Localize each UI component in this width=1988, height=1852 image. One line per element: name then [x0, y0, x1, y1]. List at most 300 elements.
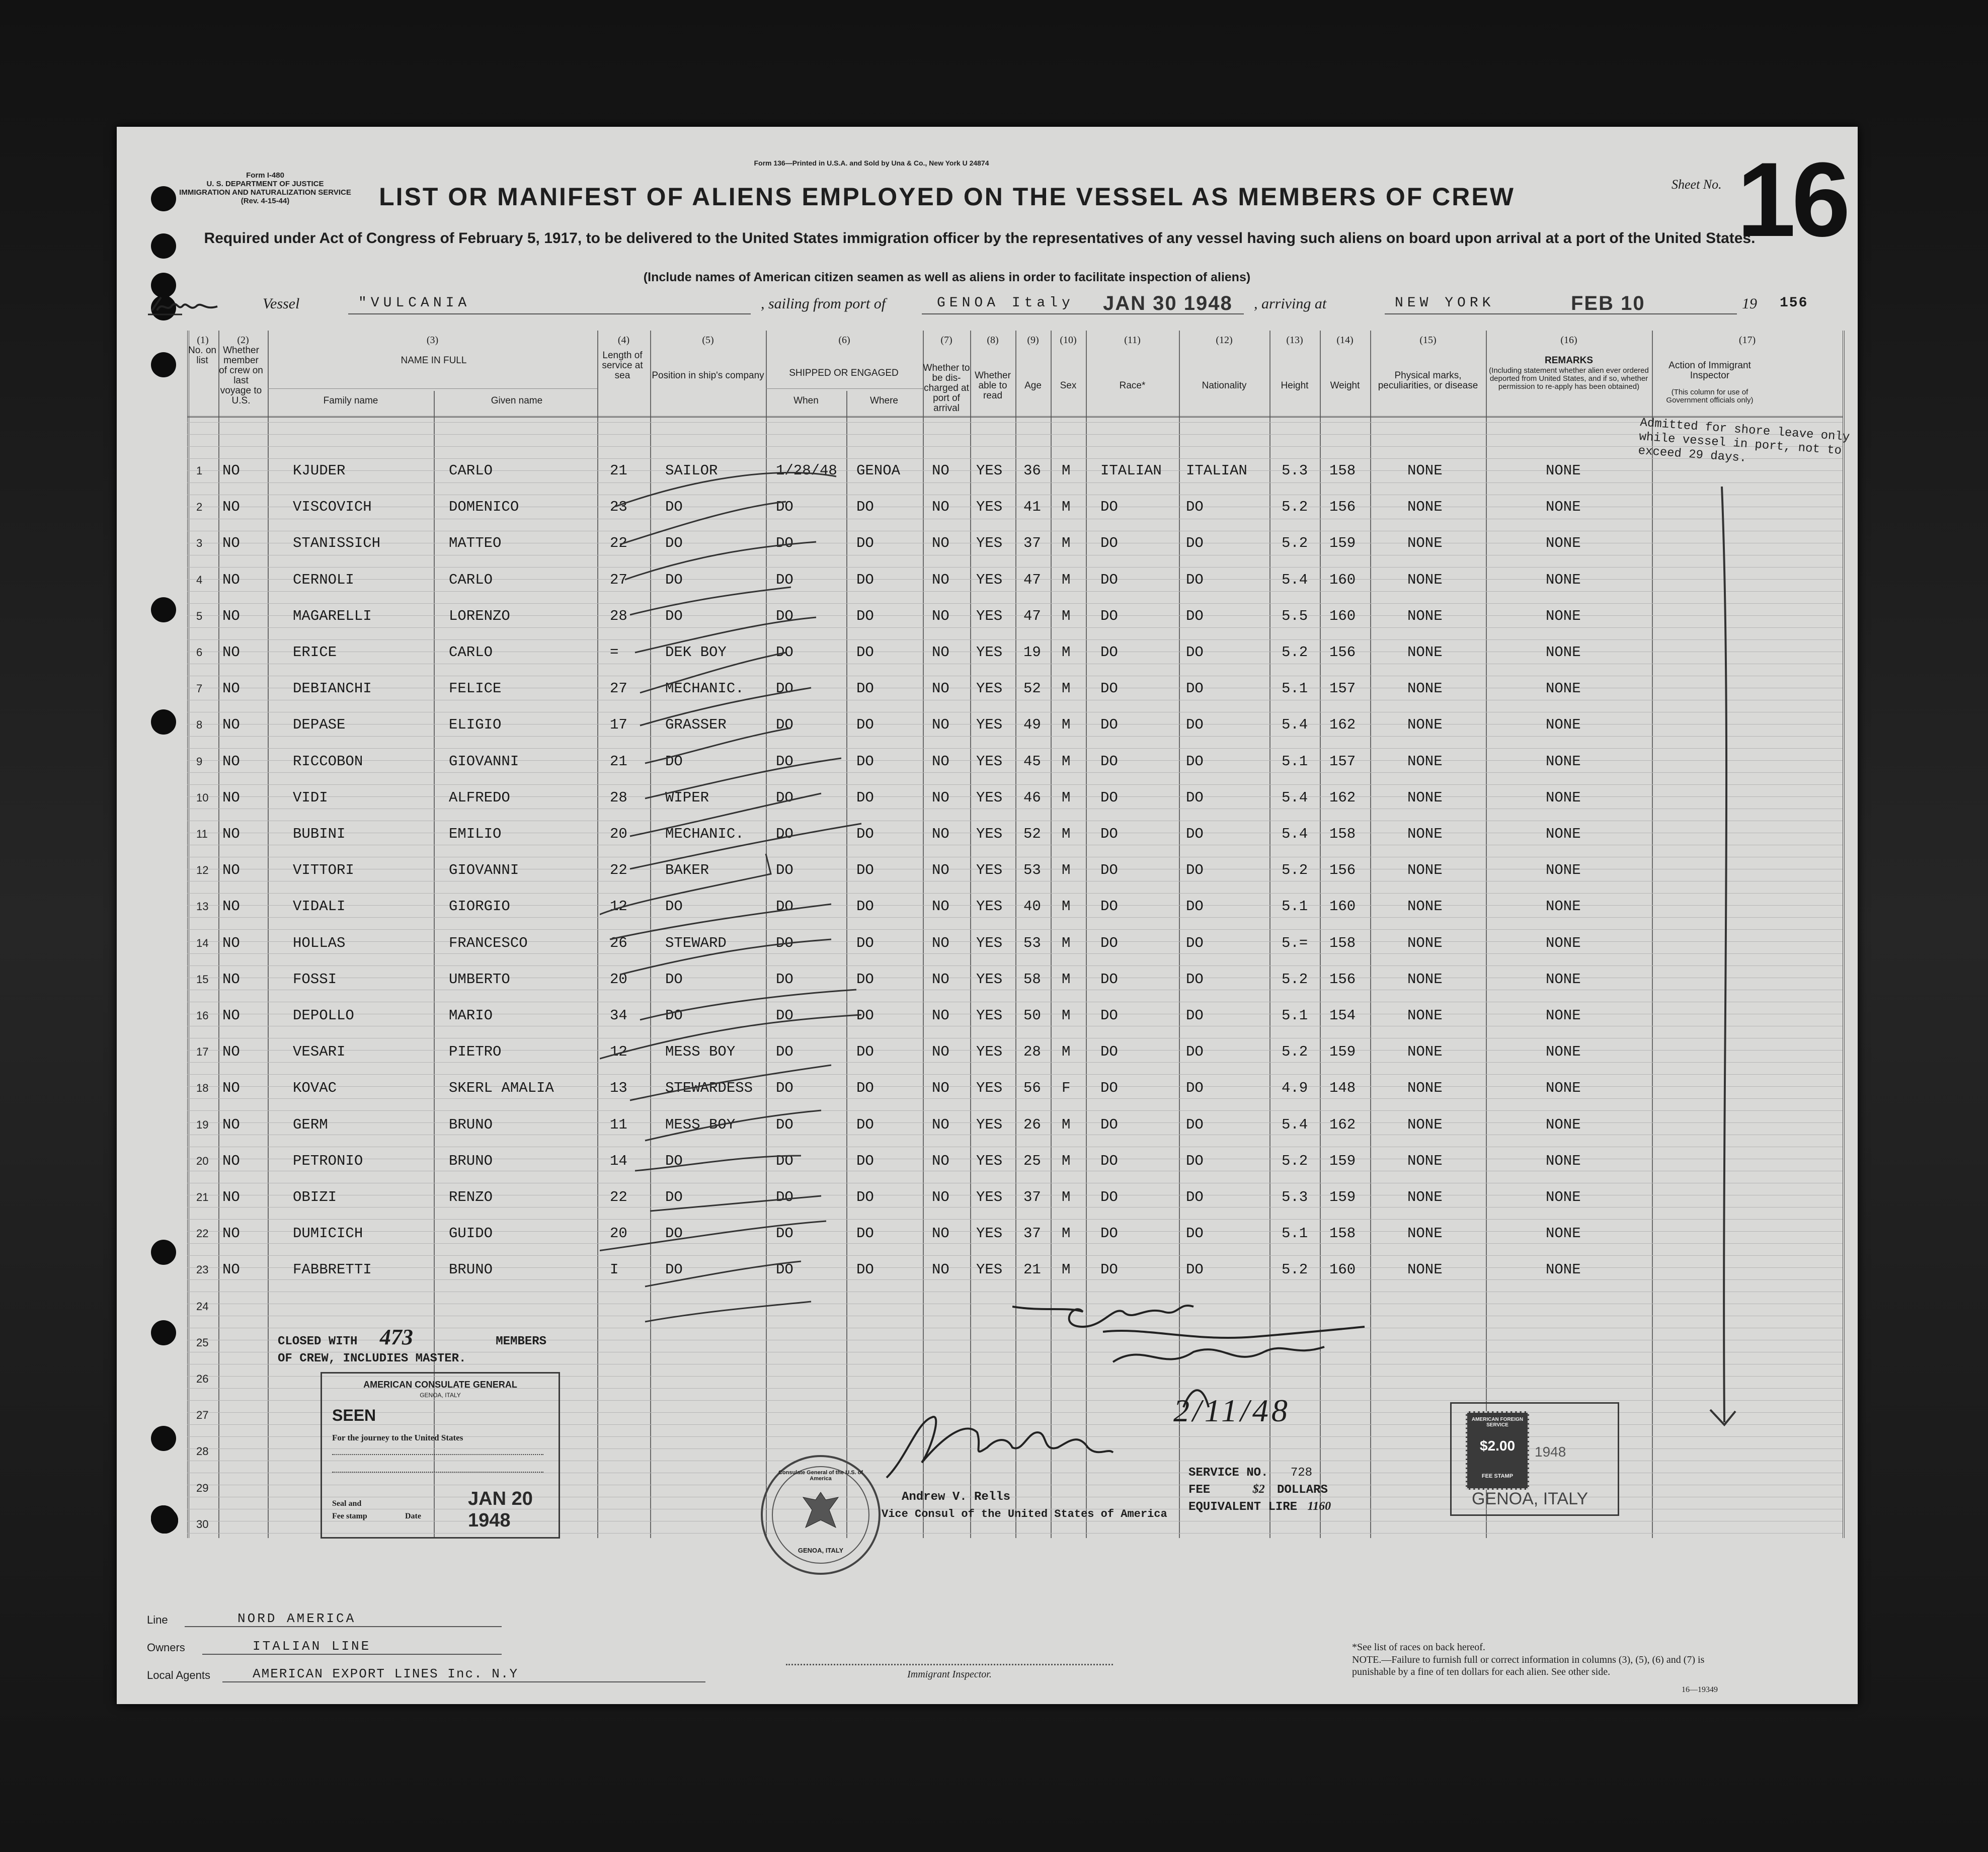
cell-family-name: DEBIANCHI	[293, 680, 372, 697]
cell-age: 46	[1023, 789, 1041, 806]
cell-position: DO	[665, 1261, 683, 1278]
stamp-seen: SEEN	[332, 1406, 376, 1424]
stamp-date-label: Date	[405, 1512, 421, 1520]
col-head-where: Where	[870, 395, 898, 406]
cell-race: DO	[1100, 680, 1118, 697]
cell-shipped-where: DO	[856, 1225, 874, 1242]
punch-hole	[151, 352, 176, 377]
cell-shipped-where: DO	[856, 1152, 874, 1169]
cell-remarks: NONE	[1546, 1080, 1581, 1097]
column-number: (8)	[987, 335, 999, 346]
cell-weight: 157	[1329, 680, 1356, 697]
col-head-race: Race*	[1119, 380, 1146, 391]
closing-line-2: OF CREW, INCLUDIES MASTER.	[278, 1352, 466, 1365]
cell-nationality: DO	[1186, 607, 1204, 624]
crew-count: 473	[379, 1325, 413, 1349]
cell-shipped-where: DO	[856, 1043, 874, 1061]
cell-physical-marks: NONE	[1407, 1116, 1443, 1133]
footer-agents	[147, 1669, 210, 1682]
arriving-date-stamp: FEB 10	[1571, 292, 1645, 314]
cell-shipped-where: GENOA	[856, 462, 901, 479]
cell-last-voyage: NO	[222, 499, 240, 516]
column-number: (6)	[838, 335, 850, 346]
cell-able-to-read: YES	[976, 1043, 1003, 1061]
cell-race: ITALIAN	[1100, 462, 1162, 479]
cell-age: 47	[1023, 571, 1041, 588]
cell-remarks: NONE	[1546, 1261, 1581, 1278]
fee-block	[1188, 1465, 1331, 1515]
cell-sex: M	[1062, 826, 1071, 842]
cell-physical-marks: NONE	[1407, 716, 1443, 734]
cell-position: DEK BOY	[665, 644, 727, 661]
agents-value: AMERICAN EXPORT LINES Inc. N.Y	[253, 1666, 519, 1681]
cell-age: 28	[1023, 1043, 1041, 1061]
cell-service-years: 34	[610, 1007, 627, 1024]
manifest-sheet	[117, 127, 1858, 1704]
cell-service-years: 22	[610, 862, 627, 879]
form-number: Form I-480	[246, 171, 284, 180]
cell-nationality: DO	[1186, 898, 1204, 915]
cell-given-name: DOMENICO	[449, 499, 519, 516]
cell-shipped-when: DO	[776, 1261, 793, 1278]
cell-shipped-where: DO	[856, 716, 874, 734]
cell-shipped-where: DO	[856, 862, 874, 879]
row-number: 5	[196, 609, 203, 622]
row-number: 22	[196, 1227, 209, 1240]
col-head-position: Position in ship's company	[652, 370, 764, 381]
column-number: (16)	[1560, 335, 1577, 346]
punch-hole	[151, 1426, 176, 1451]
arriving-port: NEW YORK	[1395, 295, 1495, 311]
cell-given-name: BRUNO	[449, 1261, 493, 1278]
cell-position: DO	[665, 971, 683, 988]
cell-age: 53	[1023, 934, 1041, 951]
cell-height: 5.2	[1282, 1043, 1308, 1061]
row-number: 21	[196, 1191, 209, 1203]
cell-last-voyage: NO	[222, 826, 240, 842]
service-name: IMMIGRATION AND NATURALIZATION SERVICE	[179, 188, 351, 197]
col-head-remarks: REMARKS	[1544, 355, 1594, 366]
cell-position: DO	[665, 1189, 683, 1205]
cell-age: 49	[1023, 716, 1041, 734]
punch-hole	[151, 1320, 176, 1345]
stamp-journey: For the journey to the United States	[332, 1433, 463, 1442]
cell-shipped-where: DO	[856, 934, 874, 951]
cell-race: DO	[1100, 753, 1118, 770]
column-number: (13)	[1286, 335, 1303, 346]
column-number: (4)	[617, 335, 630, 346]
cell-discharged: NO	[932, 571, 949, 588]
cell-physical-marks: NONE	[1407, 789, 1443, 806]
closing-label: CLOSED WITH	[278, 1335, 358, 1348]
cell-sex: M	[1062, 1043, 1071, 1061]
fee-stamp-amount: $2.00	[1479, 1438, 1516, 1454]
year-label: 19	[1742, 295, 1757, 312]
cell-discharged: NO	[932, 1225, 949, 1242]
cell-remarks: NONE	[1546, 499, 1581, 516]
printer-line: Form 136—Printed in U.S.A. and Sold by Una & Co., New York U 24874	[754, 159, 989, 167]
cell-sex: M	[1062, 898, 1071, 915]
col-head-name: NAME IN FULL	[401, 355, 467, 366]
cell-remarks: NONE	[1546, 1043, 1581, 1061]
cell-physical-marks: NONE	[1407, 826, 1443, 842]
inclusion-note: (Include names of American citizen seamen as well as aliens in order to facilitate inspection of aliens)	[643, 270, 1251, 284]
cell-height: 5.4	[1282, 571, 1308, 588]
row-number: 10	[196, 791, 209, 804]
cell-able-to-read: YES	[976, 1225, 1003, 1242]
cell-race: DO	[1100, 716, 1118, 734]
cell-service-years: 20	[610, 1225, 627, 1242]
row-number: 29	[196, 1481, 209, 1494]
cell-position: DO	[665, 607, 683, 624]
cell-discharged: NO	[932, 1080, 949, 1097]
cell-shipped-when: 1/28/48	[776, 462, 837, 479]
handwritten-italian	[147, 290, 222, 320]
cell-family-name: STANISSICH	[293, 535, 381, 552]
consulate-seal	[761, 1455, 881, 1575]
cell-last-voyage: NO	[222, 680, 240, 697]
col-head-sex: Sex	[1060, 380, 1077, 391]
cell-last-voyage: NO	[222, 716, 240, 734]
cell-discharged: NO	[932, 462, 949, 479]
footer-owners	[147, 1641, 185, 1654]
cell-physical-marks: NONE	[1407, 1043, 1443, 1061]
cell-discharged: NO	[932, 1261, 949, 1278]
cell-race: DO	[1100, 898, 1118, 915]
cell-service-years: 26	[610, 934, 627, 951]
cell-weight: 158	[1329, 934, 1356, 951]
dollars-label: DOLLARS	[1277, 1483, 1328, 1497]
cell-physical-marks: NONE	[1407, 499, 1443, 516]
cell-shipped-when: DO	[776, 571, 793, 588]
row-number: 25	[196, 1336, 209, 1349]
row-number: 24	[196, 1300, 209, 1313]
cell-physical-marks: NONE	[1407, 535, 1443, 552]
col-head-service: Length of service at sea	[602, 350, 643, 381]
cell-position: DO	[665, 535, 683, 552]
cell-height: 5.2	[1282, 644, 1308, 661]
cell-family-name: DUMICICH	[293, 1225, 363, 1242]
cell-discharged: NO	[932, 680, 949, 697]
cell-sex: M	[1062, 462, 1071, 479]
cell-shipped-when: DO	[776, 934, 793, 951]
cell-shipped-where: DO	[856, 680, 874, 697]
cell-sex: M	[1062, 716, 1071, 734]
cell-given-name: MATTEO	[449, 535, 502, 552]
sheet-number: 16	[1737, 140, 1847, 259]
cell-last-voyage: NO	[222, 1116, 240, 1133]
column-number: (1)	[197, 335, 209, 346]
col-head-weight: Weight	[1330, 380, 1360, 391]
cell-weight: 159	[1329, 1043, 1356, 1061]
cell-shipped-when: DO	[776, 1116, 793, 1133]
cell-remarks: NONE	[1546, 934, 1581, 951]
row-number: 11	[196, 828, 208, 840]
cell-last-voyage: NO	[222, 789, 240, 806]
cell-given-name: RENZO	[449, 1189, 493, 1205]
cell-height: 5.1	[1282, 680, 1308, 697]
cell-race: DO	[1100, 1225, 1118, 1242]
cell-height: 5.2	[1282, 1261, 1308, 1278]
cell-given-name: FRANCESCO	[449, 934, 528, 951]
cell-race: DO	[1100, 535, 1118, 552]
cell-shipped-when: DO	[776, 680, 793, 697]
cell-position: DO	[665, 1007, 683, 1024]
cell-service-years: 22	[610, 535, 627, 552]
cell-able-to-read: YES	[976, 898, 1003, 915]
cell-weight: 156	[1329, 644, 1356, 661]
cell-given-name: GIOVANNI	[449, 862, 519, 879]
cell-position: DO	[665, 898, 683, 915]
cell-position: MECHANIC.	[665, 826, 744, 842]
stamp-fee: Fee stamp	[332, 1512, 367, 1520]
cell-shipped-where: DO	[856, 971, 874, 988]
cell-remarks: NONE	[1546, 1007, 1581, 1024]
row-number: 2	[196, 501, 203, 514]
cell-race: DO	[1100, 571, 1118, 588]
cell-weight: 148	[1329, 1080, 1356, 1097]
cell-race: DO	[1100, 1189, 1118, 1205]
eagle-icon	[798, 1487, 843, 1538]
cell-nationality: DO	[1186, 499, 1204, 516]
cell-sex: M	[1062, 1189, 1071, 1205]
cell-weight: 156	[1329, 971, 1356, 988]
cell-last-voyage: NO	[222, 644, 240, 661]
cell-remarks: NONE	[1546, 1116, 1581, 1133]
cell-service-years: 27	[610, 680, 627, 697]
cell-given-name: GIOVANNI	[449, 753, 519, 770]
cell-family-name: BUBINI	[293, 826, 346, 842]
cell-service-years: 20	[610, 826, 627, 842]
arriving-label: , arriving at	[1254, 295, 1327, 312]
cell-shipped-where: DO	[856, 607, 874, 624]
cell-sex: M	[1062, 535, 1071, 552]
col-head-remarks-note: (Including statement whether alien ever ordered deported from United States, and if so, whether permission to re-apply has been obtained)	[1489, 366, 1649, 391]
cell-sex: M	[1062, 753, 1071, 770]
cell-remarks: NONE	[1546, 644, 1581, 661]
cell-able-to-read: YES	[976, 1080, 1003, 1097]
col-head-age: Age	[1024, 380, 1042, 391]
cell-shipped-when: DO	[776, 789, 793, 806]
cell-physical-marks: NONE	[1407, 462, 1443, 479]
cell-service-years: 14	[610, 1152, 627, 1169]
cell-age: 56	[1023, 1080, 1041, 1097]
stamp-date: JAN 20 1948	[468, 1488, 533, 1531]
cell-weight: 162	[1329, 1116, 1356, 1133]
cell-shipped-when: DO	[776, 1080, 793, 1097]
cell-weight: 159	[1329, 1189, 1356, 1205]
cell-discharged: NO	[932, 898, 949, 915]
cell-age: 36	[1023, 462, 1041, 479]
cell-race: DO	[1100, 789, 1118, 806]
cell-shipped-where: DO	[856, 571, 874, 588]
col-head-marks: Physical marks, peculiarities, or disease	[1378, 370, 1478, 391]
cell-sex: M	[1062, 680, 1071, 697]
cell-last-voyage: NO	[222, 898, 240, 915]
line-label: Line	[147, 1614, 168, 1626]
cell-family-name: MAGARELLI	[293, 607, 372, 624]
cell-service-years: 20	[610, 971, 627, 988]
cell-race: DO	[1100, 1116, 1118, 1133]
punch-hole	[151, 709, 176, 735]
cell-last-voyage: NO	[222, 862, 240, 879]
cell-able-to-read: YES	[976, 535, 1003, 552]
fee-stamp-box	[1450, 1402, 1619, 1516]
cell-age: 58	[1023, 971, 1041, 988]
cell-able-to-read: YES	[976, 462, 1003, 479]
cell-sex: M	[1062, 1116, 1071, 1133]
cell-position: DO	[665, 1152, 683, 1169]
cell-age: 53	[1023, 862, 1041, 879]
cell-service-years: 13	[610, 1080, 627, 1097]
cell-given-name: ALFREDO	[449, 789, 510, 806]
cell-height: 5.2	[1282, 971, 1308, 988]
cell-family-name: FOSSI	[293, 971, 337, 988]
cell-weight: 154	[1329, 1007, 1356, 1024]
cell-physical-marks: NONE	[1407, 1080, 1443, 1097]
cell-position: DO	[665, 499, 683, 516]
col-head-discharged: Whether to be dis-charged at port of arrival	[923, 363, 970, 414]
cell-service-years: 27	[610, 571, 627, 588]
cell-height: 5.2	[1282, 499, 1308, 516]
cell-shipped-when: DO	[776, 1007, 793, 1024]
inspector-date: 2/11/48	[1173, 1393, 1291, 1428]
row-number: 8	[196, 718, 203, 732]
stamp-seal: Seal and	[332, 1499, 362, 1508]
cell-nationality: DO	[1186, 789, 1204, 806]
cell-shipped-when: DO	[776, 607, 793, 624]
cell-shipped-where: DO	[856, 535, 874, 552]
inspector-action-note: Admitted for shore leave only while vessel in port, not to exceed 29 days.	[1637, 416, 1851, 465]
cell-shipped-where: DO	[856, 898, 874, 915]
cell-family-name: VESARI	[293, 1043, 346, 1061]
cell-shipped-where: DO	[856, 753, 874, 770]
row-number: 16	[196, 1009, 209, 1022]
cell-remarks: NONE	[1546, 680, 1581, 697]
row-number: 18	[196, 1082, 209, 1095]
cell-nationality: DO	[1186, 753, 1204, 770]
cell-remarks: NONE	[1546, 826, 1581, 842]
fee-label: FEE	[1188, 1483, 1211, 1497]
cell-family-name: RICCOBON	[293, 753, 363, 770]
cell-height: 5.1	[1282, 1225, 1308, 1242]
cell-height: 5.4	[1282, 716, 1308, 734]
column-number: (15)	[1419, 335, 1437, 346]
column-number: (5)	[702, 335, 714, 346]
cell-shipped-where: DO	[856, 1007, 874, 1024]
cell-shipped-when: DO	[776, 499, 793, 516]
col-head-action-note: (This column for use of Government officials only)	[1666, 388, 1754, 405]
cell-given-name: LORENZO	[449, 607, 510, 624]
cell-race: DO	[1100, 1080, 1118, 1097]
cell-family-name: FABBRETTI	[293, 1261, 372, 1278]
cell-given-name: ELIGIO	[449, 716, 502, 734]
cell-height: 5.2	[1282, 862, 1308, 879]
owners-value: ITALIAN LINE	[253, 1639, 371, 1654]
row-number: 17	[196, 1045, 209, 1059]
cell-nationality: DO	[1186, 1225, 1204, 1242]
cell-service-years: 12	[610, 1043, 627, 1061]
cell-position: STEWARD	[665, 934, 727, 951]
cell-race: DO	[1100, 644, 1118, 661]
cell-last-voyage: NO	[222, 462, 240, 479]
cell-physical-marks: NONE	[1407, 862, 1443, 879]
cell-shipped-where: DO	[856, 499, 874, 516]
row-number: 27	[196, 1409, 209, 1422]
cell-race: DO	[1100, 1152, 1118, 1169]
cell-family-name: KJUDER	[293, 462, 346, 479]
footer-line	[147, 1614, 168, 1627]
cell-weight: 156	[1329, 499, 1356, 516]
cell-weight: 160	[1329, 607, 1356, 624]
row-number: 20	[196, 1154, 209, 1167]
cell-remarks: NONE	[1546, 753, 1581, 770]
cell-last-voyage: NO	[222, 934, 240, 951]
cell-family-name: ERICE	[293, 644, 337, 661]
cell-sex: M	[1062, 1152, 1071, 1169]
cell-able-to-read: YES	[976, 1261, 1003, 1278]
cell-given-name: BRUNO	[449, 1152, 493, 1169]
cell-race: DO	[1100, 971, 1118, 988]
cell-nationality: DO	[1186, 1261, 1204, 1278]
crew-table	[187, 331, 1851, 1554]
row-number: 7	[196, 682, 203, 695]
cell-last-voyage: NO	[222, 1007, 240, 1024]
cell-height: 5.1	[1282, 1007, 1308, 1024]
cell-physical-marks: NONE	[1407, 607, 1443, 624]
col-head-read: Whether able to read	[975, 370, 1011, 401]
cell-discharged: NO	[932, 499, 949, 516]
cell-position: WIPER	[665, 789, 709, 806]
cell-last-voyage: NO	[222, 1080, 240, 1097]
cell-shipped-when: DO	[776, 1152, 793, 1169]
cell-family-name: VIDALI	[293, 898, 346, 915]
cell-discharged: NO	[932, 607, 949, 624]
check-marks	[600, 471, 927, 1427]
cell-sex: M	[1062, 644, 1071, 661]
cell-race: DO	[1100, 607, 1118, 624]
department: U. S. DEPARTMENT OF JUSTICE	[206, 180, 324, 188]
cell-discharged: NO	[932, 753, 949, 770]
fee-stamp-top: AMERICAN FOREIGN SERVICE	[1471, 1417, 1524, 1428]
cell-sex: F	[1062, 1080, 1071, 1097]
cell-able-to-read: YES	[976, 644, 1003, 661]
cell-family-name: PETRONIO	[293, 1152, 363, 1169]
cell-able-to-read: YES	[976, 607, 1003, 624]
fee-stamp	[1466, 1411, 1529, 1490]
cell-remarks: NONE	[1546, 898, 1581, 915]
cell-shipped-when: DO	[776, 898, 793, 915]
cell-last-voyage: NO	[222, 1261, 240, 1278]
cell-nationality: DO	[1186, 1116, 1204, 1133]
cell-family-name: KOVAC	[293, 1080, 337, 1097]
cell-discharged: NO	[932, 1043, 949, 1061]
row-number: 23	[196, 1263, 209, 1276]
cell-age: 21	[1023, 1261, 1041, 1278]
col-head-family-name: Family name	[323, 395, 378, 406]
cell-nationality: DO	[1186, 1043, 1204, 1061]
penalty-note: NOTE.—Failure to furnish full or correct information in columns (3), (5), (6) and (7) is punishable by a fine of ten dollars for each alien. See other side.	[1352, 1654, 1705, 1677]
cell-race: DO	[1100, 1261, 1118, 1278]
cell-remarks: NONE	[1546, 971, 1581, 988]
cell-last-voyage: NO	[222, 1189, 240, 1205]
cell-position: BAKER	[665, 862, 709, 879]
cell-height: 5.1	[1282, 753, 1308, 770]
cell-given-name: PIETRO	[449, 1043, 502, 1061]
cell-service-years: 28	[610, 789, 627, 806]
cell-shipped-when: DO	[776, 716, 793, 734]
cell-shipped-when: DO	[776, 644, 793, 661]
